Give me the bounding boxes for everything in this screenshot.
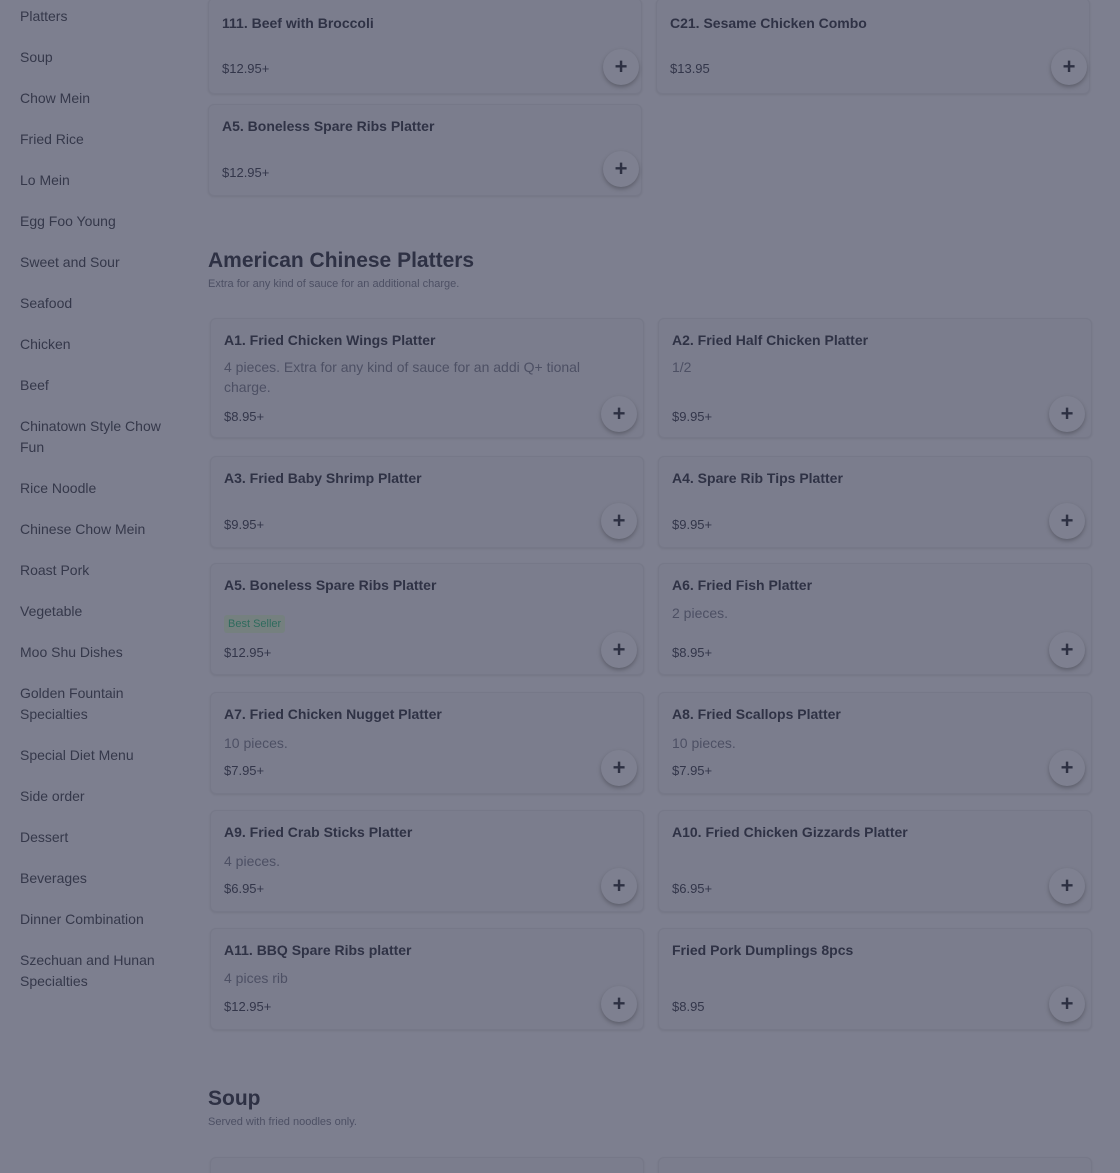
sidebar-item-moo-shu[interactable]: Moo Shu Dishes bbox=[20, 644, 123, 660]
menu-item-price: $12.95+ bbox=[222, 165, 270, 180]
sidebar-item-golden-fountain[interactable]: Golden Fountain Specialties bbox=[20, 685, 124, 722]
sidebar-item-szechuan-hunan[interactable]: Szechuan and Hunan Specialties bbox=[20, 952, 155, 989]
menu-item-title: A10. Fried Chicken Gizzards Platter bbox=[672, 824, 908, 840]
menu-item-price: $12.95+ bbox=[222, 61, 270, 76]
menu-item-card[interactable] bbox=[658, 456, 1092, 548]
menu-item-price: $9.95+ bbox=[224, 517, 265, 532]
sidebar-item-special-diet[interactable]: Special Diet Menu bbox=[20, 747, 134, 763]
plus-icon: + bbox=[1060, 637, 1074, 662]
menu-item-price: $6.95+ bbox=[672, 881, 713, 896]
menu-item-title: A6. Fried Fish Platter bbox=[672, 577, 813, 593]
menu-item-price: $6.95+ bbox=[224, 881, 265, 896]
plus-icon: + bbox=[612, 873, 626, 898]
menu-item-price: $13.95 bbox=[670, 61, 710, 76]
menu-item-card[interactable] bbox=[210, 928, 644, 1030]
plus-icon: + bbox=[1062, 54, 1076, 79]
menu-item-title: A1. Fried Chicken Wings Platter bbox=[224, 332, 436, 348]
sidebar-item-dessert[interactable]: Dessert bbox=[20, 829, 69, 845]
menu-item-title: A8. Fried Scallops Platter bbox=[672, 706, 841, 722]
add-item-button[interactable] bbox=[601, 503, 637, 539]
best-seller-badge: Best Seller bbox=[224, 615, 285, 633]
sidebar-item-platters[interactable]: Platters bbox=[20, 8, 68, 24]
menu-item-card[interactable] bbox=[658, 1157, 1092, 1173]
plus-icon: + bbox=[1060, 755, 1074, 780]
menu-item-card[interactable] bbox=[210, 318, 644, 438]
menu-item-card[interactable] bbox=[658, 928, 1092, 1030]
menu-item-price: $9.95+ bbox=[672, 409, 713, 424]
menu-item-price: $8.95+ bbox=[672, 645, 713, 660]
menu-item-title: A5. Boneless Spare Ribs Platter bbox=[224, 577, 437, 593]
menu-item-title: Fried Pork Dumplings 8pcs bbox=[672, 942, 854, 958]
sidebar-item-vegetable[interactable]: Vegetable bbox=[20, 603, 83, 619]
plus-icon: + bbox=[1060, 873, 1074, 898]
add-item-button[interactable] bbox=[603, 151, 639, 187]
menu-item-card[interactable] bbox=[210, 810, 644, 912]
sidebar-item-chicken[interactable]: Chicken bbox=[20, 336, 71, 352]
menu-item-description: 4 pieces. Extra for any kind of sauce for an addi Q+ tional charge. bbox=[224, 359, 581, 395]
add-item-button[interactable] bbox=[601, 868, 637, 904]
menu-item-price: $7.95+ bbox=[672, 763, 713, 778]
add-item-button[interactable] bbox=[1049, 396, 1085, 432]
menu-item-price: $12.95+ bbox=[224, 645, 272, 660]
sidebar-item-fried-rice[interactable]: Fried Rice bbox=[20, 131, 84, 147]
sidebar-item-soup[interactable]: Soup bbox=[20, 49, 53, 65]
menu-item-price: $8.95 bbox=[672, 999, 705, 1014]
section-subtitle: Served with fried noodles only. bbox=[208, 1116, 357, 1128]
menu-item-card[interactable] bbox=[658, 318, 1092, 438]
add-item-button[interactable] bbox=[1049, 868, 1085, 904]
sidebar-item-chinese-chow-mein[interactable]: Chinese Chow Mein bbox=[20, 521, 146, 537]
menu-item-description: 2 pieces. bbox=[672, 605, 729, 621]
section-subtitle: Extra for any kind of sauce for an additional charge. bbox=[208, 278, 460, 290]
add-item-button[interactable] bbox=[1051, 49, 1087, 85]
add-item-button[interactable] bbox=[601, 396, 637, 432]
plus-icon: + bbox=[612, 508, 626, 533]
sidebar-item-chinatown-chow-fun[interactable]: Chinatown Style Chow Fun bbox=[20, 418, 161, 455]
plus-icon: + bbox=[1060, 991, 1074, 1016]
menu-item-card[interactable] bbox=[210, 1157, 644, 1173]
sidebar-item-lo-mein[interactable]: Lo Mein bbox=[20, 172, 70, 188]
category-sidebar bbox=[0, 0, 190, 1173]
plus-icon: + bbox=[1060, 401, 1074, 426]
menu-item-card[interactable] bbox=[210, 692, 644, 794]
menu-item-title: A4. Spare Rib Tips Platter bbox=[672, 470, 843, 486]
menu-item-price: $9.95+ bbox=[672, 517, 713, 532]
section-title-soup: Soup bbox=[208, 1087, 261, 1110]
add-item-button[interactable] bbox=[1049, 632, 1085, 668]
menu-item-title: 111. Beef with Broccoli bbox=[222, 15, 374, 31]
add-item-button[interactable] bbox=[1049, 503, 1085, 539]
menu-item-description: 10 pieces. bbox=[672, 735, 736, 751]
section-title-american-platters: American Chinese Platters bbox=[208, 249, 475, 272]
menu-item-price: $12.95+ bbox=[224, 999, 272, 1014]
menu-item-title: C21. Sesame Chicken Combo bbox=[670, 15, 867, 31]
menu-item-description: 1/2 bbox=[672, 359, 692, 375]
menu-item-description: 10 pieces. bbox=[224, 735, 288, 751]
sidebar-item-beef[interactable]: Beef bbox=[20, 377, 49, 393]
sidebar-item-sweet-and-sour[interactable]: Sweet and Sour bbox=[20, 254, 120, 270]
sidebar-item-rice-noodle[interactable]: Rice Noodle bbox=[20, 480, 97, 496]
menu-item-card[interactable] bbox=[658, 810, 1092, 912]
plus-icon: + bbox=[614, 54, 628, 79]
menu-item-title: A7. Fried Chicken Nugget Platter bbox=[224, 706, 442, 722]
menu-item-title: A5. Boneless Spare Ribs Platter bbox=[222, 118, 435, 134]
menu-item-card[interactable] bbox=[656, 0, 1090, 94]
sidebar-item-side-order[interactable]: Side order bbox=[20, 788, 85, 804]
menu-item-price: $8.95+ bbox=[224, 409, 265, 424]
sidebar-item-egg-foo-young[interactable]: Egg Foo Young bbox=[20, 213, 116, 229]
menu-item-price: $7.95+ bbox=[224, 763, 265, 778]
menu-item-card[interactable] bbox=[210, 456, 644, 548]
add-item-button[interactable] bbox=[601, 986, 637, 1022]
sidebar-item-dinner-combination[interactable]: Dinner Combination bbox=[20, 911, 144, 927]
sidebar-item-seafood[interactable]: Seafood bbox=[20, 295, 73, 311]
add-item-button[interactable] bbox=[603, 49, 639, 85]
plus-icon: + bbox=[612, 991, 626, 1016]
plus-icon: + bbox=[612, 637, 626, 662]
add-item-button[interactable] bbox=[601, 632, 637, 668]
menu-item-card[interactable] bbox=[208, 104, 642, 196]
sidebar-item-roast-pork[interactable]: Roast Pork bbox=[20, 562, 90, 578]
plus-icon: + bbox=[1060, 508, 1074, 533]
menu-item-card[interactable] bbox=[210, 563, 644, 675]
add-item-button[interactable] bbox=[601, 750, 637, 786]
add-item-button[interactable] bbox=[1049, 986, 1085, 1022]
menu-item-title: A2. Fried Half Chicken Platter bbox=[672, 332, 869, 348]
menu-item-card[interactable] bbox=[658, 692, 1092, 794]
plus-icon: + bbox=[612, 755, 626, 780]
sidebar-item-beverages[interactable]: Beverages bbox=[20, 870, 87, 886]
menu-item-title: A11. BBQ Spare Ribs platter bbox=[224, 942, 412, 958]
plus-icon: + bbox=[612, 401, 626, 426]
plus-icon: + bbox=[614, 156, 628, 181]
menu-item-card[interactable] bbox=[208, 0, 642, 94]
menu-item-description: 4 pices rib bbox=[224, 970, 288, 986]
menu-item-title: A3. Fried Baby Shrimp Platter bbox=[224, 470, 422, 486]
menu-item-card[interactable] bbox=[658, 563, 1092, 675]
sidebar-item-chow-mein[interactable]: Chow Mein bbox=[20, 90, 91, 106]
menu-item-title: A9. Fried Crab Sticks Platter bbox=[224, 824, 413, 840]
menu-item-description: 4 pieces. bbox=[224, 853, 281, 869]
add-item-button[interactable] bbox=[1049, 750, 1085, 786]
